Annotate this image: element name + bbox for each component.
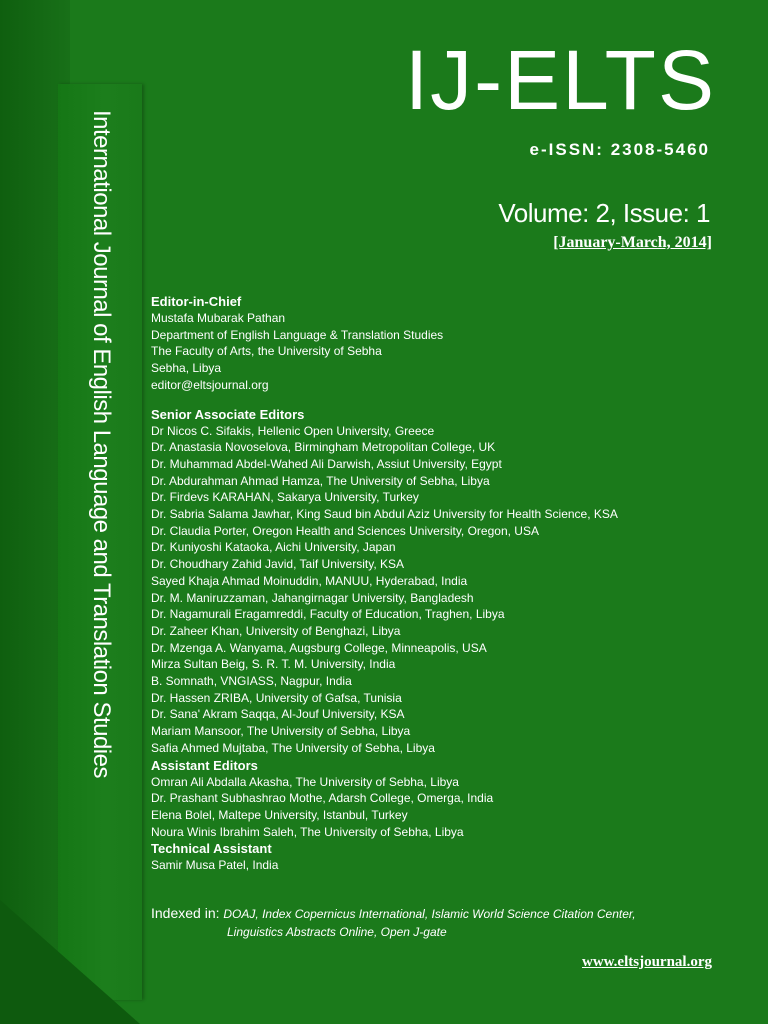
list-item: Dr. Choudhary Zahid Javid, Taif University, KSA xyxy=(151,557,404,572)
list-item: Samir Musa Patel, India xyxy=(151,858,279,873)
list-item: Mariam Mansoor, The University of Sebha, Libya xyxy=(151,724,411,739)
editorial-board xyxy=(151,293,731,874)
indexed-list-continued: Linguistics Abstracts Online, Open J-gate xyxy=(227,925,447,939)
issn-label: e-ISSN: 2308-5460 xyxy=(529,140,710,159)
list-item: Department of English Language & Translation Studies xyxy=(151,327,444,342)
list-item: Dr. M. Maniruzzaman, Jahangirnagar University, Bangladesh xyxy=(151,590,474,605)
list-item: Dr. Hassen ZRIBA, University of Gafsa, Tunisia xyxy=(151,690,402,705)
indexing-info xyxy=(151,904,636,941)
journal-logo: IJ-ELTS xyxy=(404,33,716,127)
list-item: Dr. Mzenga A. Wanyama, Augsburg College, Minneapolis, USA xyxy=(151,640,487,655)
list-item: Mustafa Mubarak Pathan xyxy=(151,311,286,325)
list-item: Safia Ahmed Mujtaba, The University of Sebha, Libya xyxy=(151,740,435,755)
editor-in-chief-section xyxy=(151,293,731,394)
list-item: Mirza Sultan Beig, S. R. T. M. University, India xyxy=(151,657,396,672)
spine-journal-title: International Journal of English Language and Translation Studies xyxy=(88,110,115,778)
list-item: Dr. Prashant Subhashrao Mothe, Adarsh College, Omerga, India xyxy=(151,791,494,806)
section-title: Assistant Editors xyxy=(151,757,258,773)
list-item: Elena Bolel, Maltepe University, Istanbul, Turkey xyxy=(151,807,408,822)
issue-date: [January-March, 2014] xyxy=(553,234,712,251)
list-item: Dr. Sabria Salama Jawhar, King Saud bin Abdul Aziz University for Health Science, KSA xyxy=(151,507,618,522)
list-item: Dr. Sana' Akram Saqqa, Al-Jouf University, KSA xyxy=(151,707,405,722)
list-item: Dr. Muhammad Abdel-Wahed Ali Darwish, Assiut University, Egypt xyxy=(151,456,502,471)
indexed-label: Indexed in: xyxy=(151,905,224,921)
senior-editors-section xyxy=(151,406,731,757)
section-title: Editor-in-Chief xyxy=(151,294,242,309)
list-item: Dr. Anastasia Novoselova, Birmingham Metropolitan College, UK xyxy=(151,440,496,455)
list-item: Noura Winis Ibrahim Saleh, The University of Sebha, Libya xyxy=(151,824,464,839)
list-item: Sayed Khaja Ahmad Moinuddin, MANUU, Hyderabad, India xyxy=(151,573,468,588)
list-item: Sebha, Libya xyxy=(151,361,222,376)
assistant-editors-section xyxy=(151,757,731,841)
list-item: Dr. Firdevs KARAHAN, Sakarya University, Turkey xyxy=(151,490,419,505)
list-item: Dr. Nagamurali Eragamreddi, Faculty of Education, Traghen, Libya xyxy=(151,607,505,622)
list-item: Omran Ali Abdalla Akasha, The University of Sebha, Libya xyxy=(151,774,459,789)
list-item: Dr. Kuniyoshi Kataoka, Aichi University, Japan xyxy=(151,540,396,555)
website-link[interactable]: www.eltsjournal.org xyxy=(582,954,712,970)
list-item: Dr. Abdurahman Ahmad Hamza, The University of Sebha, Libya xyxy=(151,473,490,488)
list-item: Dr Nicos C. Sifakis, Hellenic Open University, Greece xyxy=(151,423,435,438)
list-item: B. Somnath, VNGIASS, Nagpur, India xyxy=(151,674,352,689)
indexed-list: DOAJ, Index Copernicus International, Islamic World Science Citation Center, xyxy=(223,907,636,921)
list-item: Dr. Zaheer Khan, University of Benghazi, Libya xyxy=(151,623,401,638)
spine-bottom-bevel xyxy=(0,900,140,1024)
list-item: Dr. Claudia Porter, Oregon Health and Sciences University, Oregon, USA xyxy=(151,523,539,538)
editor-email: editor@eltsjournal.org xyxy=(151,377,269,392)
technical-assistant-section xyxy=(151,840,731,874)
section-title: Technical Assistant xyxy=(151,841,272,857)
volume-issue: Volume: 2, Issue: 1 xyxy=(498,198,710,228)
section-title: Senior Associate Editors xyxy=(151,406,305,422)
list-item: The Faculty of Arts, the University of Sebha xyxy=(151,344,382,359)
